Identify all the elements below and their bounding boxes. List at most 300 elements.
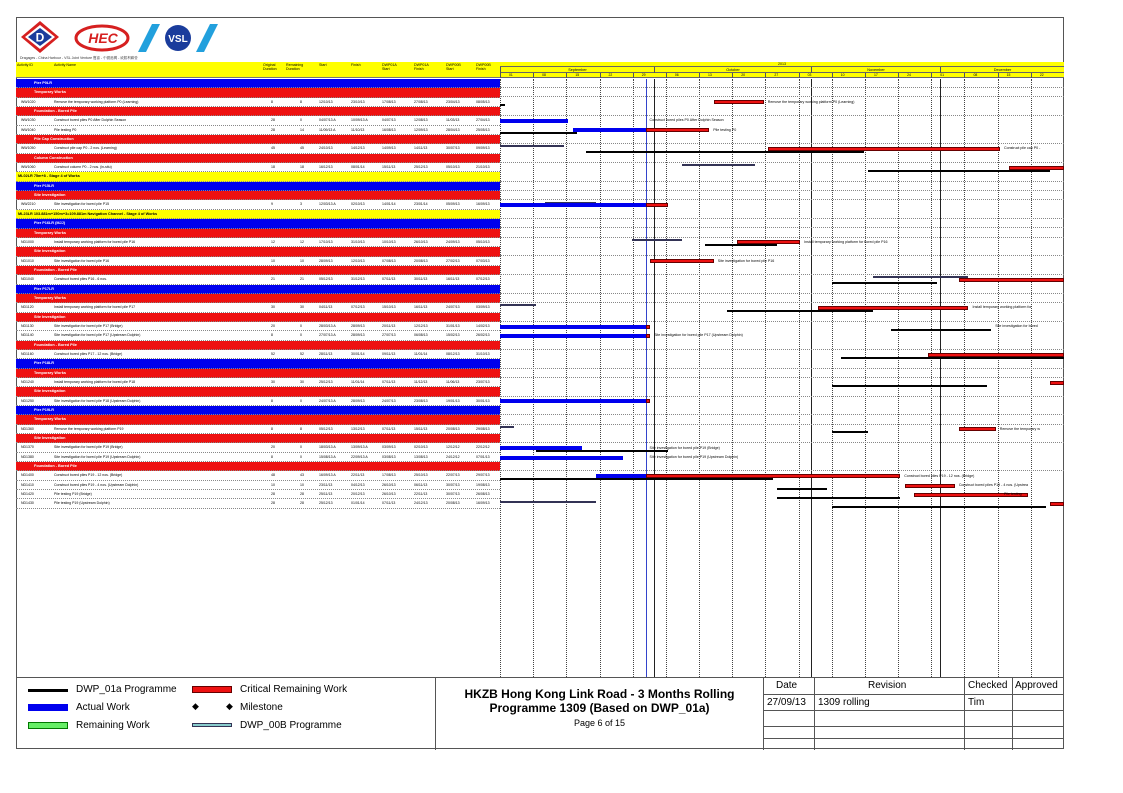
- cell-d1s: 26/10/13: [382, 482, 396, 487]
- wbs-header-row: [16, 154, 500, 163]
- cell-finish: 07/12/13: [351, 305, 365, 310]
- dwp01a-bar: [777, 497, 900, 499]
- gantt-row-separator: [500, 219, 1064, 228]
- gantt-row-separator: [500, 210, 1064, 219]
- wbs-label: Foundation - Bored Pile: [34, 464, 77, 469]
- cell-start: 05/12/13: [319, 277, 333, 282]
- cell-finish: 23/10/13: [351, 99, 365, 104]
- wbs-header-row: [16, 172, 500, 181]
- cell-d1s: 04/07/13: [382, 118, 396, 123]
- rev-date: 27/09/13: [767, 697, 806, 708]
- cell-start: 16/12/13: [319, 165, 333, 170]
- gantt-row-separator: [500, 107, 1064, 116]
- cell-d1f: 11/01/14: [414, 351, 428, 356]
- cell-id: ND1140: [21, 333, 34, 338]
- cell-d2f: 09/09/13: [476, 146, 490, 151]
- cell-d1s: 07/11/13: [382, 501, 396, 506]
- cell-finish: 13/12/13: [351, 426, 365, 431]
- critical-bar: [959, 278, 1064, 282]
- wbs-header-row: [16, 107, 500, 116]
- activity-table-header: [16, 62, 500, 78]
- wbs-header-row: [16, 341, 500, 350]
- critical-bar: [714, 100, 764, 104]
- cell-od: 30: [271, 305, 275, 310]
- cell-d1f: 15/11/13: [414, 426, 428, 431]
- cell-name: Pile testing P0: [54, 127, 77, 132]
- gantt-chart: [500, 79, 1064, 677]
- cell-finish: 28/09/13: [351, 398, 365, 403]
- cell-d1f: 12/12/13: [414, 323, 428, 328]
- cell-d1s: 27/07/13: [382, 333, 396, 338]
- wbs-header-row: [16, 434, 500, 443]
- wbs-label: ML02LR 75m+8 - Stage 4 of Works: [18, 174, 80, 179]
- cell-id: ND1130: [21, 323, 34, 328]
- cell-name: Site investigation for bored pile P17 (Upstream Dolphin): [54, 333, 141, 338]
- cell-start: 24/07/13 A: [319, 398, 336, 403]
- cell-d2s: 23/04/13: [446, 99, 460, 104]
- cell-finish: 30/01/14: [351, 351, 365, 356]
- cell-finish: 14/12/13: [351, 146, 365, 151]
- wbs-header-row: [16, 88, 500, 97]
- dwp00b-bar: [632, 239, 682, 241]
- cell-d2f: 03/09/13: [476, 305, 490, 310]
- cell-d1s: 24/07/13: [382, 398, 396, 403]
- wbs-label: Foundation - Bored Pile: [34, 267, 77, 272]
- gantt-activity-label: Pile testing: [1004, 492, 1022, 497]
- legend-swatch-dwp00b: [192, 723, 232, 727]
- cell-name: Site investigation for bored pile P15: [54, 202, 110, 207]
- wbs-header-row: [16, 387, 500, 396]
- cell-d2f: 22/12/12: [476, 445, 490, 450]
- week-label: 03: [799, 73, 832, 78]
- cell-od: 48: [271, 473, 275, 478]
- cell-name: Install temporary working platform for bored pile P16: [54, 239, 136, 244]
- critical-bar: [646, 334, 651, 338]
- cell-d2s: 11/06/13: [446, 380, 460, 384]
- cell-d1s: 17/08/13: [382, 99, 396, 104]
- cell-od: 8: [271, 398, 273, 403]
- cell-d2s: 24/12/12: [446, 454, 460, 459]
- dwp01a-bar: [832, 385, 987, 387]
- cell-name: Construct bored piles P16 - 6 nos.: [54, 277, 107, 282]
- cell-d2f: 16/09/13: [476, 202, 490, 207]
- week-label: 01: [931, 73, 964, 78]
- cell-d1f: 23/08/13: [414, 398, 428, 403]
- actual-bar: [500, 446, 582, 450]
- dwp00b-bar: [873, 276, 969, 278]
- cell-d2s: 30/07/13: [446, 482, 460, 487]
- week-label: 06: [666, 73, 699, 78]
- cell-d2s: 30/07/13: [446, 146, 460, 151]
- activity-row: [16, 322, 500, 331]
- gantt-row-separator: [500, 229, 1064, 238]
- week-gridline: [600, 79, 601, 677]
- week-label: 29: [633, 73, 666, 78]
- activity-row: [16, 257, 500, 266]
- legend-swatch-critical: [192, 686, 232, 693]
- activity-row: [16, 490, 500, 499]
- wbs-label: Site Investigation: [34, 249, 66, 254]
- cell-finish: 11/01/14: [351, 380, 365, 384]
- dwp00b-bar: [500, 501, 596, 503]
- wbs-header-row: [16, 415, 500, 424]
- wbs-header-row: [16, 285, 500, 294]
- cell-id: ND1120: [21, 305, 34, 310]
- cell-rd: 43: [300, 473, 304, 478]
- cell-d2f: 26/02/13: [476, 333, 490, 338]
- cell-rd: 45: [300, 146, 304, 151]
- cell-name: Site investigation for bored pile P17 (Bridge): [54, 323, 123, 328]
- critical-bar: [1050, 502, 1064, 506]
- legend: [16, 678, 436, 750]
- month-label: October: [654, 67, 811, 73]
- critical-bar: [646, 203, 669, 207]
- cell-name: Remove the temporary working platform P0 (Learning): [54, 99, 139, 104]
- dwp00b-bar: [500, 145, 564, 147]
- milestone-icon: ◆: [226, 701, 233, 711]
- gantt-row-separator: [500, 88, 1064, 97]
- cell-d1s: 07/11/13: [382, 277, 396, 282]
- cell-name: Site investigation for bored pile P19 (Bridge): [54, 445, 123, 450]
- actual-bar: [500, 334, 646, 338]
- gantt-activity-label: Site investigation for bored pile P17 (Upstream Dolphin): [654, 333, 743, 338]
- week-gridline: [666, 79, 667, 677]
- cell-d1f: 24/12/13: [414, 501, 428, 506]
- cell-id: ND1160: [21, 351, 34, 356]
- week-label: 17: [865, 73, 898, 78]
- gantt-row-separator: [500, 462, 1064, 471]
- critical-bar: [646, 474, 901, 478]
- actual-bar: [500, 325, 646, 329]
- cell-d2f: 26/08/13: [476, 492, 490, 497]
- cell-rd: 21: [300, 277, 304, 282]
- cell-rd: 0: [300, 445, 302, 450]
- cell-start: 04/11/13: [319, 305, 333, 310]
- cell-finish: 02/10/13: [351, 202, 365, 207]
- activity-row: [16, 116, 500, 125]
- cell-od: 28: [271, 118, 275, 123]
- cell-start: 28/03/13 A: [319, 323, 336, 328]
- col-dwp00b-start: DWP00B Start: [446, 63, 461, 71]
- activity-row: [16, 471, 500, 480]
- cell-start: 04/07/13 A: [319, 118, 336, 123]
- cell-rd: 18: [300, 165, 304, 170]
- page-number: Page 6 of 15: [573, 718, 626, 728]
- dragages-logo: [20, 20, 60, 54]
- cell-d1f: 16/11/13: [414, 305, 428, 310]
- wbs-label: Pier P18LR: [34, 361, 55, 366]
- cell-start: 25/11/13: [319, 492, 333, 497]
- wbs-header-row: [16, 247, 500, 256]
- gantt-row-separator: [500, 388, 1064, 397]
- cell-d2f: 05/10/13: [476, 239, 490, 244]
- cell-d2s: 16/11/13: [446, 277, 460, 282]
- cell-start: 11/09/13 A: [319, 127, 336, 132]
- gantt-row-separator: [500, 285, 1064, 294]
- cell-id: ND1380: [21, 454, 34, 459]
- cell-d2s: 05/10/13: [446, 165, 460, 170]
- cell-rd: 28: [300, 492, 304, 497]
- cell-od: 20: [271, 323, 275, 328]
- cell-d2s: 05/09/13: [446, 202, 460, 207]
- cell-od: 18: [271, 165, 275, 170]
- month-gridline: [811, 79, 812, 677]
- critical-bar: [768, 147, 1000, 151]
- cell-d2f: 14/02/13: [476, 323, 490, 328]
- wbs-label: Site Investigation: [34, 193, 66, 198]
- wbs-label: Pier P15LR: [34, 183, 55, 188]
- cell-id: ND1360: [21, 426, 34, 431]
- cell-d2s: 30/07/13: [446, 492, 460, 497]
- cell-d1f: 13/08/13: [414, 454, 428, 459]
- cell-id: ND1410: [21, 482, 34, 487]
- cell-d2f: 07/01/13: [476, 454, 490, 459]
- chec-logo: [74, 24, 130, 52]
- gantt-row-separator: [500, 294, 1064, 303]
- cell-d2f: 29/08/13: [476, 426, 490, 431]
- cell-d2s: 20/08/13: [446, 426, 460, 431]
- cell-start: 28/09/13: [319, 258, 333, 263]
- drawing-title: [436, 678, 764, 750]
- gantt-activity-label: Install temporary working platform for bored pile P16: [804, 239, 888, 244]
- week-gridline: [533, 79, 534, 677]
- wbs-label: Site Investigation: [34, 314, 66, 319]
- cell-od: 45: [271, 146, 275, 151]
- gantt-row-separator: [500, 266, 1064, 275]
- col-dwp00b-finish: DWP00B Finish: [476, 63, 491, 71]
- wbs-label: Temporary Works: [34, 295, 66, 300]
- legend-swatch-actual: [28, 704, 68, 711]
- dwp01a-bar: [777, 488, 827, 490]
- cell-rd: 0: [300, 398, 302, 403]
- cell-start: 17/10/13: [319, 239, 333, 244]
- cell-d2f: 23/07/13: [476, 380, 490, 384]
- cell-d2f: 30/01/13: [476, 398, 490, 403]
- legend-milestone: Milestone: [240, 702, 283, 713]
- cell-start: 25/12/13: [319, 501, 333, 506]
- cell-name: Construct bored piles P19 - 4 nos. (Upstream Dolphin): [54, 482, 139, 487]
- week-label: 01: [500, 73, 533, 78]
- gantt-activity-label: Construct bored piles P19 - 4 nos. (Upstrea: [958, 483, 1028, 488]
- cell-d1f: 30/11/13: [414, 277, 428, 282]
- title-block: [16, 677, 1064, 749]
- cell-start: 12/03/13 A: [319, 202, 336, 207]
- cell-d1s: 03/09/13: [382, 445, 396, 450]
- title-main: HKZB Hong Kong Link Road - 3 Months Rolling Programme 1309 (Based on DWP_01a): [464, 687, 735, 715]
- activity-row: [16, 425, 500, 434]
- milestone-icon: ◆: [192, 701, 199, 711]
- dwp01a-bar: [500, 478, 773, 480]
- cell-rd: 10: [300, 258, 304, 263]
- cell-d1s: 14/09/13: [382, 146, 396, 151]
- week-gridline: [500, 79, 501, 677]
- gantt-activity-label: Site investigation for bored pile P19 (Bridge): [649, 445, 720, 450]
- cell-name: Site investigation for bored pile P16: [54, 258, 110, 263]
- cell-rd: 0: [300, 118, 302, 123]
- svg-text:VSL: VSL: [168, 34, 188, 45]
- activity-row: [16, 453, 500, 462]
- cell-d1f: 22/11/13: [414, 492, 428, 497]
- activity-row: [16, 303, 500, 312]
- cell-finish: 31/10/13: [351, 239, 365, 244]
- cell-start: 25/12/13: [319, 380, 333, 384]
- week-label: 27: [765, 73, 798, 78]
- cell-d1f: 12/09/13: [414, 127, 428, 132]
- wbs-label: Site Investigation: [34, 389, 66, 394]
- cell-d1f: 20/08/13: [414, 258, 428, 263]
- activity-row: [16, 144, 500, 153]
- cell-id: ND1370: [21, 445, 34, 450]
- cell-finish: 13/09/13 A: [351, 445, 368, 450]
- cell-rd: 0: [300, 454, 302, 459]
- cell-id: WW2210: [21, 202, 36, 207]
- revision-table: [764, 678, 1064, 750]
- cell-finish: 20/12/13: [351, 492, 365, 497]
- cell-d1f: 23/01/14: [414, 202, 428, 207]
- wbs-label: Pier P16LR (MJJ): [34, 221, 66, 226]
- cell-od: 52: [271, 351, 275, 356]
- cell-od: 28: [271, 492, 275, 497]
- wbs-label: Foundation - Bored Pile: [34, 109, 77, 114]
- activity-row: [16, 200, 500, 209]
- activity-row: [16, 275, 500, 284]
- cell-rd: 8: [300, 99, 302, 104]
- wbs-label: Temporary Works: [34, 417, 66, 422]
- week-label: 08: [533, 73, 566, 78]
- cell-d2f: 29/07/13: [476, 473, 490, 478]
- cell-start: 15/08/13 A: [319, 454, 336, 459]
- cell-id: ND1430: [21, 501, 34, 506]
- timescale-header: [500, 62, 1064, 78]
- cell-name: Install temporary working platform for bored pile P18: [54, 380, 136, 384]
- gantt-row-separator: [500, 247, 1064, 256]
- cell-finish: 08/01/14: [351, 165, 365, 170]
- cell-d1s: 20/11/13: [382, 323, 396, 328]
- rev-checked-header: Checked: [968, 680, 1008, 691]
- actual-bar: [500, 203, 646, 207]
- cell-name: Construct bored piles P19 - 12 nos. (Bridge): [54, 473, 123, 478]
- cell-d1s: 17/08/13: [382, 473, 396, 478]
- gantt-row-separator: [500, 416, 1064, 425]
- legend-dwp01a: DWP_01a Programme: [76, 684, 177, 695]
- week-label: 22: [1031, 73, 1064, 78]
- activity-row: [16, 481, 500, 490]
- cell-d1f: 02/10/13: [414, 445, 428, 450]
- cell-d2f: 19/08/13: [476, 482, 490, 487]
- gantt-row-separator: [500, 434, 1064, 443]
- cell-rd: 30: [300, 380, 304, 384]
- rev-date-header: Date: [776, 680, 798, 691]
- gantt-activity-label: Site investigation for bored pile P19 (Upstream Dolphin): [649, 455, 739, 459]
- legend-critical: Critical Remaining Work: [240, 684, 348, 695]
- cell-name: Construct bored piles P0 After Dolphin Season: [54, 118, 127, 123]
- week-gridline: [566, 79, 567, 677]
- cell-finish: 28/09/13: [351, 323, 365, 328]
- vsl-logo: [138, 22, 218, 54]
- week-gridline: [633, 79, 634, 677]
- week-gridline: [832, 79, 833, 677]
- cell-rd: 3: [300, 202, 302, 207]
- cell-d2s: 08/12/13: [446, 351, 460, 356]
- cell-d2f: 31/10/13: [476, 351, 490, 356]
- dwp01a-bar: [868, 170, 1050, 172]
- cell-finish: 22/11/13: [351, 473, 365, 478]
- wbs-label: Pier P19LR: [34, 408, 55, 413]
- cell-od: 30: [271, 380, 275, 384]
- cell-id: ND1010: [21, 258, 34, 263]
- wbs-header-row: [16, 79, 500, 88]
- gantt-activity-label: Construct bored piles P19 - 12 nos. (Bridge): [904, 473, 975, 478]
- actual-bar: [500, 119, 568, 123]
- wbs-label: Site Investigation: [34, 436, 66, 441]
- dwp00b-bar: [500, 304, 536, 306]
- week-label: 20: [732, 73, 765, 78]
- cell-d1s: 07/08/13: [382, 258, 396, 263]
- svg-text:HEC: HEC: [88, 30, 118, 46]
- gantt-row-separator: [500, 313, 1064, 322]
- cell-d1s: 10/10/13: [382, 239, 396, 244]
- wbs-header-row: [16, 266, 500, 275]
- gantt-activity-label: Pile testing P0: [713, 127, 737, 132]
- cell-od: 21: [271, 277, 275, 282]
- gantt-activity-label: Remove the temporary w: [999, 426, 1040, 431]
- actual-bar: [500, 456, 623, 460]
- cell-id: WW1020: [21, 99, 36, 104]
- cell-id: WW1050: [21, 146, 36, 151]
- cell-id: ND1400: [21, 473, 34, 478]
- week-label: 08: [964, 73, 997, 78]
- activity-row: [16, 499, 500, 508]
- week-gridline: [699, 79, 700, 677]
- cell-d2s: 28/04/13: [446, 127, 460, 132]
- wbs-header-row: [16, 210, 500, 219]
- cell-id: ND1000: [21, 239, 34, 244]
- wbs-header-row: [16, 406, 500, 415]
- cell-name: Remove the temporary working platform P19: [54, 426, 124, 431]
- cell-id: WW1060: [21, 165, 36, 170]
- wbs-header-row: [16, 369, 500, 378]
- gantt-activity-label: Construct pile cap P0 -: [1004, 146, 1041, 151]
- activity-row: [16, 443, 500, 452]
- critical-bar: [650, 259, 714, 263]
- gantt-row-separator: [500, 79, 1064, 88]
- month-gridline: [654, 79, 655, 677]
- cell-d1f: 11/12/13: [414, 380, 428, 384]
- cell-d2s: 12/12/12: [446, 445, 460, 450]
- cell-d1f: 27/08/13: [414, 99, 428, 104]
- cell-start: 05/12/13: [319, 426, 333, 431]
- week-gridline: [865, 79, 866, 677]
- critical-bar: [1009, 166, 1064, 170]
- cell-rd: 10: [300, 482, 304, 487]
- cell-finish: 22/09/13 A: [351, 454, 368, 459]
- cell-rd: 0: [300, 333, 302, 338]
- actual-bar: [596, 474, 646, 478]
- cell-finish: 01/01/14: [351, 501, 365, 506]
- activity-row: [16, 331, 500, 340]
- cell-d2s: 22/07/13: [446, 473, 460, 478]
- cell-d2s: 27/02/13: [446, 258, 460, 263]
- wbs-label: Pier P0LR: [34, 81, 52, 85]
- activity-row: [16, 163, 500, 172]
- cell-d2f: 08/05/13: [476, 99, 490, 104]
- col-dwp01a-finish: DWP01A Finish: [414, 63, 429, 71]
- cell-d2f: 16/09/13: [476, 501, 490, 506]
- gantt-row-separator: [500, 135, 1064, 144]
- cell-d2f: 07/12/13: [476, 277, 490, 282]
- cell-od: 8: [271, 333, 273, 338]
- cell-d1s: 07/11/13: [382, 426, 396, 431]
